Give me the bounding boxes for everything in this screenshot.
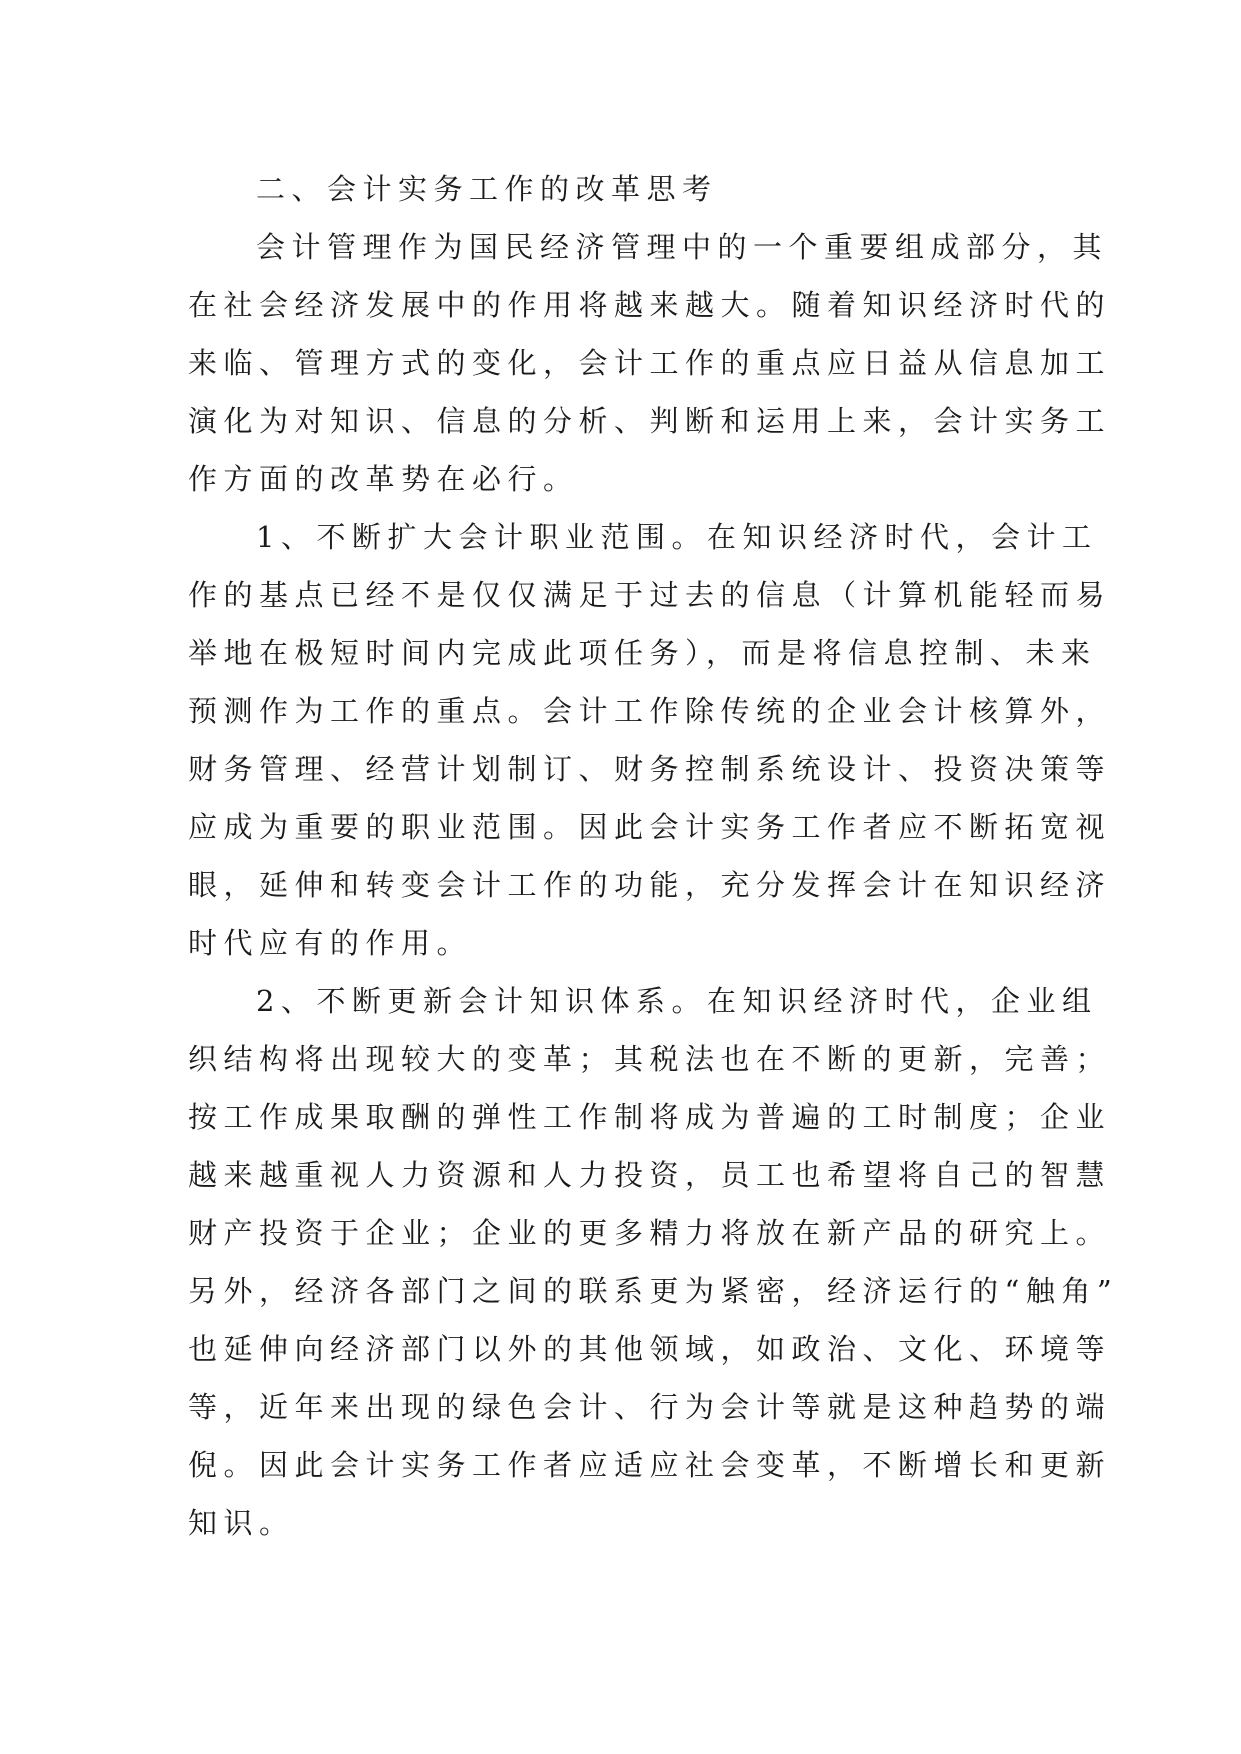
paragraph-line: 1、不断扩大会计职业范围。在知识经济时代，会计工 — [256, 520, 1098, 554]
paragraph-line: 另外，经济各部门之间的联系更为紧密，经济运行的“触角” — [188, 1274, 1119, 1308]
paragraph-line: 倪。因此会计实务工作者应适应社会变革，不断增长和更新 — [188, 1448, 1112, 1482]
paragraph-line: 财产投资于企业；企业的更多精力将放在新产品的研究上。 — [188, 1216, 1112, 1250]
paragraph-line: 知识。 — [188, 1506, 295, 1540]
paragraph-line: 财务管理、经营计划制订、财务控制系统设计、投资决策等 — [188, 752, 1112, 786]
paragraph-line: 会计管理作为国民经济管理中的一个重要组成部分，其 — [256, 230, 1109, 264]
paragraph-line: 举地在极短时间内完成此项任务），而是将信息控制、未来 — [188, 636, 1097, 670]
paragraph-line: 演化为对知识、信息的分析、判断和运用上来，会计实务工 — [188, 404, 1112, 438]
section-heading: 二、会计实务工作的改革思考 — [256, 172, 718, 206]
paragraph-line: 按工作成果取酬的弹性工作制将成为普遍的工时制度；企业 — [188, 1100, 1112, 1134]
paragraph-line: 眼，延伸和转变会计工作的功能，充分发挥会计在知识经济 — [188, 868, 1112, 902]
paragraph-line: 越来越重视人力资源和人力投资，员工也希望将自己的智慧 — [188, 1158, 1112, 1192]
paragraph-2 — [188, 508, 1112, 972]
paragraph-line: 也延伸向经济部门以外的其他领域，如政治、文化、环境等 — [188, 1332, 1112, 1366]
paragraph-3 — [188, 972, 1119, 1552]
paragraph-1 — [188, 218, 1112, 508]
paragraph-line: 作的基点已经不是仅仅满足于过去的信息（计算机能轻而易 — [188, 578, 1112, 612]
paragraph-line: 应成为重要的职业范围。因此会计实务工作者应不断拓宽视 — [188, 810, 1112, 844]
paragraph-line: 在社会经济发展中的作用将越来越大。随着知识经济时代的 — [188, 288, 1112, 322]
paragraph-line: 2、不断更新会计知识体系。在知识经济时代，企业组 — [256, 984, 1098, 1018]
paragraph-line: 等，近年来出现的绿色会计、行为会计等就是这种趋势的端 — [188, 1390, 1112, 1424]
paragraph-line: 预测作为工作的重点。会计工作除传统的企业会计核算外， — [188, 694, 1112, 728]
paragraph-line: 来临、管理方式的变化，会计工作的重点应日益从信息加工 — [188, 346, 1112, 380]
paragraph-line: 织结构将出现较大的变革；其税法也在不断的更新，完善； — [188, 1042, 1112, 1076]
document-body — [188, 160, 1119, 1552]
paragraph-line: 时代应有的作用。 — [188, 926, 473, 960]
paragraph-line: 作方面的改革势在必行。 — [188, 462, 579, 496]
